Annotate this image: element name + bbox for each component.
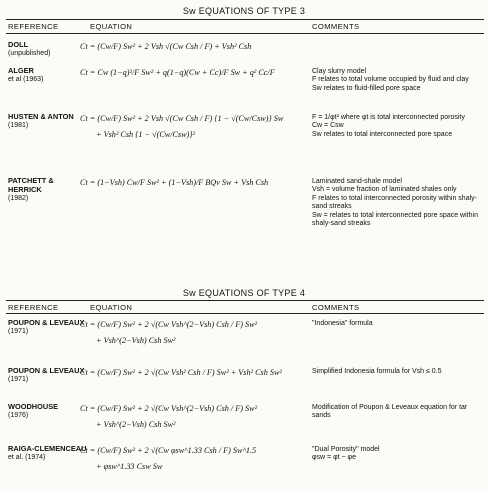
- rule-header-3: [6, 33, 484, 34]
- reference-year: (1981): [8, 122, 29, 129]
- rule-top-4: [6, 300, 484, 301]
- comment-line: Sw relates to total interconnected pore space: [312, 130, 453, 138]
- reference-year: et al (1963): [8, 76, 44, 83]
- comment-line: F = 1/φt² where φt is total interconnected porosity: [312, 114, 465, 121]
- comment-line: Laminated sand-shale model: [312, 178, 402, 185]
- type3-comment-2: [312, 114, 484, 139]
- header-reference-4: REFERENCE: [8, 303, 59, 312]
- type3-reference-2: [8, 112, 88, 130]
- type3-equation-3: [80, 178, 308, 194]
- type4-comment-0: [312, 320, 484, 328]
- equation-line: + φsw^1.33 Csw Sw: [96, 462, 163, 471]
- equation-line: Ct = (Cw/F) Sw² + 2 Vsh √(Cw Csh / F) + Vsh² Csh: [80, 42, 252, 51]
- reference-year: (1971): [8, 376, 29, 383]
- reference-year: (unpublished): [8, 50, 51, 57]
- type3-comment-1: [312, 68, 484, 93]
- equation-line: + Vsh^(2−Vsh) Csh Sw²: [96, 336, 176, 345]
- comment-line: Simplified Indonesia formula for Vsh ≤ 0.5: [312, 368, 442, 375]
- equation-line: Ct = Cw (1−q)²/F Sw² + q(1−q)(Cw + Cc)/F Sw + q² Cc/F: [80, 68, 275, 77]
- type4-reference-3: [8, 444, 88, 462]
- header-comments-4: COMMENTS: [312, 303, 360, 312]
- header-equation-4: EQUATION: [90, 303, 133, 312]
- type3-title: Sw EQUATIONS OF TYPE 3: [182, 6, 306, 16]
- type3-reference-1: [8, 66, 88, 84]
- type4-reference-1: [8, 366, 88, 384]
- type4-comment-3: [312, 446, 484, 463]
- type3-equation-1: [80, 68, 308, 84]
- comment-line: Sw relates to fluid-filled pore space: [312, 84, 421, 92]
- comment-line: Cw = Csw: [312, 122, 344, 130]
- reference-name: PATCHETT & HERRICK: [8, 176, 54, 194]
- reference-name: HUSTEN & ANTON: [8, 112, 74, 121]
- type4-equation-3: [80, 446, 308, 478]
- header-equation-3: EQUATION: [90, 22, 133, 31]
- type3-comment-3: [312, 178, 484, 228]
- equation-line: Ct = (Cw/F) Sw² + 2 √(Cw Vsh^(2−Vsh) Csh / F) Sw²: [80, 320, 258, 329]
- comment-line: Sw = relates to total interconnected pore space within shaly-sand streaks: [312, 211, 478, 228]
- comment-line: "Dual Porosity" model: [312, 446, 380, 453]
- type4-title: Sw EQUATIONS OF TYPE 4: [182, 288, 306, 298]
- comment-line: Vsh = volume fraction of laminated shales only: [312, 186, 457, 194]
- equation-line: Ct = (1−Vsh) Cw/F Sw² + (1−Vsh)/F BQv Sw + Vsh Csh: [80, 178, 269, 187]
- rule-header-4: [6, 313, 484, 314]
- comment-line: Modification of Poupon & Leveaux equation for tar sands: [312, 404, 468, 420]
- type4-reference-0: [8, 318, 88, 336]
- reference-name: ALGER: [8, 66, 34, 75]
- reference-year: (1982): [8, 195, 29, 202]
- reference-year: (1976): [8, 412, 29, 419]
- type3-equation-2: [80, 114, 308, 146]
- equation-line: Ct = (Cw/F) Sw² + 2 Vsh √(Cw Csh / F) {1 − √(Cw/Csw)} Sw: [80, 114, 284, 123]
- header-reference-3: REFERENCE: [8, 22, 59, 31]
- equation-line: + Vsh² Csh {1 − √(Cw/Csw)}²: [96, 130, 196, 139]
- equation-line: Ct = (Cw/F) Sw² + 2 √(Cw Vsh² Csh / F) Sw² + Vsh² Csh Sw²: [80, 368, 282, 377]
- type3-reference-3: [8, 176, 88, 203]
- comment-line: Clay slurry model: [312, 68, 367, 75]
- type4-comment-2: [312, 404, 484, 421]
- rule-top-3: [6, 19, 484, 20]
- reference-name: POUPON & LEVEAUX: [8, 318, 85, 327]
- type4-comment-1: [312, 368, 484, 376]
- reference-name: DOLL: [8, 40, 29, 49]
- type4-equation-1: [80, 368, 308, 384]
- reference-year: (1971): [8, 328, 29, 335]
- equation-line: + Vsh^(2−Vsh) Csh Sw²: [96, 420, 176, 429]
- type4-equation-0: [80, 320, 308, 352]
- comment-line: F relates to total interconnected porosity within shaly-sand streaks: [312, 194, 477, 211]
- reference-name: RAIGA-CLEMENCEAU: [8, 444, 87, 453]
- equation-line: Ct = (Cw/F) Sw² + 2 √(Cw φsw^1.33 Csh / F) Sw^1.5: [80, 446, 257, 455]
- type3-reference-0: [8, 40, 88, 58]
- reference-name: POUPON & LEVEAUX: [8, 366, 85, 375]
- type3-equation-0: [80, 42, 308, 58]
- reference-name: WOODHOUSE: [8, 402, 59, 411]
- comment-line: "Indonesia" formula: [312, 320, 373, 327]
- header-comments-3: COMMENTS: [312, 22, 360, 31]
- comment-line: φsw = φt − φe: [312, 454, 356, 462]
- type4-equation-2: [80, 404, 308, 436]
- reference-year: et al. (1974): [8, 454, 46, 461]
- type4-reference-2: [8, 402, 88, 420]
- comment-line: F relates to total volume occupied by fluid and clay: [312, 76, 469, 84]
- equation-line: Ct = (Cw/F) Sw² + 2 √(Cw Vsh^(2−Vsh) Csh / F) Sw²: [80, 404, 258, 413]
